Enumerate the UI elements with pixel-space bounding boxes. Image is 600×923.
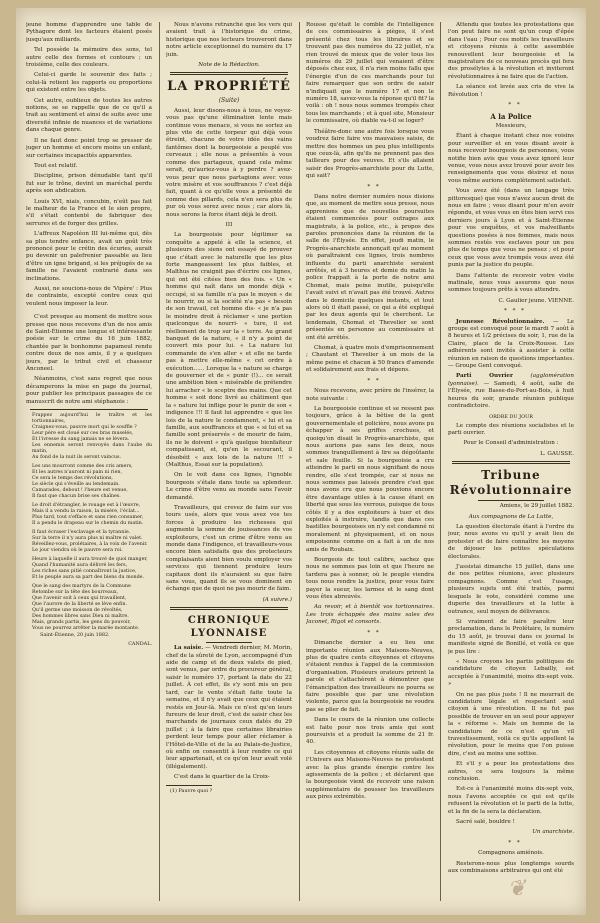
paragraph: La bourgeoisie pour légitimer sa conquête a appelé à elle la science, et plusieurs des siens ont essayé de prouver que c'était avec le naturelle que les plus forte mangeassent les plus faibles, et Malthus ne craignit pas d'écrire ces lignes, qui ont été citées bien des fois. « Un « homme qui naît dans un monde déjà « occupé, si sa famille n'a pas le moyen « de le nourrir, ou si la société n'a pas « besoin de son travail, cet homme dis- « je n'a pas le moindre droit à réclamer « une portion quelconque de nourri- « ture, il est réellement de trop sur la « terre. Au grand banquet de la nature, « il n'y a point de couvert mis pour lui. « La nature lui commande de s'en aller « et elle ne tarde pas à mettre elle-même « cet ordre à exécution...... Lorsque la « nature se charge de gouverner et de « punir (!)... ce serait une ambition bien « misérable de prétendre lui arracher « le sceptre des mains. Que cet homme « soit donc livré au châtiment que la « nature lui inflige pour le punir de son « indigence !!! Il faut lui apprendre « que les lois de la nature le condamnent, « lui et sa famille, aux souffrances et que « si lui et sa famille sont préservés « de mourir de faim, ils ne le doivent « qu'à quelque bienfaiteur compatissant, et, qu'en le secourant, il désobéit « aux lois de la nature !!! » (Malthus, Essai sur la population). xyxy=(166,232,292,468)
paragraph: On le voit dans ces lignes, l'ignoble bourgeois s'étale dans toute sa splendeur. Le crime d'être venu au monde sans l'avoir demandé. xyxy=(166,472,292,501)
paragraph: La bourgeoisie continue et se ressent pas toujours, grâce à la bêtise de la gent gouvernementale et policière, nous avons pu échapper à ses griffes crochues, et quoiqu'on disait le Progrès-anarchiste, que nous aurions pas sans les deux, nous sommes tranquillement à lire sa dégoûtante et sale feuille. Si la bourgeoisie a cru atteindre le parti en nous signifiant de nous rendre, elle s'est trompée, car si nous ne nous sommes pas laissés prendre c'est que nous avons cru que nous pouvions encore être davantage utiles à la cause étant en liberté que sous les verrous, puisque de tous côtés il y a des exploiteurs à tuer et des exploités à instruire, tandis que dans ces bastilles bourgeoises on n'y est condamné ni moralement ni physiquement, et on nous empoisonne comme on a fait à un de nos amis de Roubaix. xyxy=(306,405,434,553)
paragraph: L'affreux Napoléon III lui-même qui, dès sa plus tendre enfance, avait un goût très prononcé pour le crétin des écuries, aurait pu devenir un palefrenier passable au lieu d'être un igne brigand, si les préjugés de sa famille ne l'avaient contrarié dans ses inclinations. xyxy=(26,231,152,282)
poem-line: Heure à laquelle il aura trouvé de quoi manger, xyxy=(32,557,148,563)
signature-line: Pour le Conseil d'administration : xyxy=(463,440,559,447)
poem-line: Vous ne pourrez arrêter la marée montante. xyxy=(32,626,140,632)
poem-stanza xyxy=(32,413,152,461)
poem-line: Et les autres n'auront ni pain ni rien, xyxy=(32,470,123,476)
paragraph: La question électorale étant à l'ordre du jour, nous avons vu qu'il y avait lieu de protester et de faire connaître les moyens de déjouer les petites spéculations électorales. xyxy=(448,524,574,560)
ink-stamp: ❦ xyxy=(506,875,528,903)
paragraph: Dans l'attente de recevoir votre visite matinale, nous vous assurons que nous sommes toujours prêts à vous attendre. xyxy=(448,272,574,294)
poem-line: Les ennemis seront renvoyés dans l'aube du matin, xyxy=(32,443,152,455)
subheading-note: (agglomération lyonnaise). xyxy=(448,373,574,387)
divider xyxy=(170,607,288,610)
paragraph: Celui-ci garde le souvenir des faits ; celui-là retient les rapports ou proportions qui existent entre les objets. xyxy=(26,72,152,94)
separator: * * xyxy=(367,183,381,190)
paragraph: Resterons-nous plus longtemps sourds aux combinaisons arbitraires qui ont été xyxy=(448,860,574,875)
paragraph: Louis XVI, niais, concubin, n'eût pas fait le malheur de la France et le sien propre, s'il s'était contenté de fabriquer des serrures et de forger des grilles. xyxy=(26,198,152,227)
paragraph: Néanmoins, c'est sans regret que nous décamperons la mise en page du journal, pour publier les principaux passages de ce manuscrit de notre ami stéphanois : xyxy=(26,376,152,405)
column-2 xyxy=(166,22,292,905)
paragraph: Tel possède la mémoire des sons, tel autre celle des formes et contours ; un troisième, celle des couleurs. xyxy=(26,47,152,69)
paragraph: Au revoir, et à bientôt vos tortionnaires. Les trois échappés des mains sales des Jaconet, Rigot et consorts. xyxy=(306,604,434,626)
poem-line: Craignez-vous, pauvre mort qui le souffle ? xyxy=(32,425,137,431)
column-rule xyxy=(440,22,441,901)
subheading: Jeunesse Révolutionnaire. xyxy=(456,318,545,325)
poem-line: Le jour viendra où le pauvre sera roi. xyxy=(32,548,123,554)
poem-line: Le siècle qui s'éveille au lendemain. xyxy=(32,482,120,488)
column-rule xyxy=(159,22,160,901)
poem-line: Frappez aujourd'hui le traître et les tortionnaires, xyxy=(32,413,152,425)
to-be-continued: (A suivre.) xyxy=(262,596,292,603)
signature-name: CANDAL. xyxy=(128,641,152,648)
paragraph: C'est presque au moment de mettre sous presse que nous recevons d'un de nos amis de Saint-Étienne une longue et intéressante poésie sur le crime du 16 juin 1882, chantée par le bonhomme papameul rendu contre deux de nos amis, il y a quelques jours, par le tribut civil et chasseur Anconeel. xyxy=(26,314,152,373)
paragraph: — Vendredi dernier, M. Morin, chef de la sûreté de Lyon, accompagné d'un aide de camp et de deux valets de pied, sont venus, par ordre du procureur général, saisir le numéro 17, portant la date du 22 juillet. À cet effet, ils s'y sont mis un peu tard, car le vente s'était faite toute la semaine, et il n'y avait que ceux qui étaient restés en Jour-là. Mais ce n'est qu'en leurs fureurs de leur droit, c'est de saisir chez les marchands de journaux ceux datés du 29 juillet ; à la faire que certaines librairies perdent leur temps pour aller réclamer à l'Hôtel-de-Ville et de la au Palais-de-Justice, où enfin on consentit à leur rendre ce qui leur appartenait, et ce qu'on leur avait volé (illégalement). xyxy=(166,645,292,770)
poem-line: Les uns mourront comme des cris amers, xyxy=(32,464,133,470)
poem-line: Le droit d'étrangler, le rouage est à l'œuvre, xyxy=(32,503,141,509)
poem-line: Que l'aurore de la liberté se lève enfin. xyxy=(32,602,127,608)
poem-line: Réveillez-vous, prolétaires, à la voix de l'avenir. xyxy=(32,542,148,548)
separator: * * * xyxy=(504,308,526,315)
paragraph: Dimanche dernier a eu lieu une importante réunion aux Maisons-Neuves, plus de quatre cents citoyennes et citoyens s'étaient rendus à l'appel de la commission d'organisation. Plusieurs orateurs prirent la parole et s'attachèrent à démontrer que l'émancipation des travailleurs ne pourra se faire possible que par une révolution violente, parce que la bourgeoisie ne voudra pas se plier de fait. xyxy=(306,640,434,713)
separator: * * xyxy=(367,629,381,636)
poem-line: Retombe sur la tête des bourreaux, xyxy=(32,590,119,596)
separator: * * xyxy=(508,102,522,109)
paragraph: Bourgeois de tout calibre, sachez que nous ne sommes pas loin et que l'heure ne tardera pas à sonner, où le peuple viendra tous nous rendre la justice, pour vous faire payer la sueur, les larmes et le sang dont vous êtes abreuvés. xyxy=(306,557,434,601)
poem-line: Quand l'humanité aura délivré les fers, xyxy=(32,563,128,569)
paragraph: On ne pas plus juste ! Il ne mourrait de candidature légale et respectant seul citoyen à une révolution. Il ne fut pas possible de trouver en un seul pour appuyer la « réforme ». Mais un homme de la candidature de ce n'est qu'un vil travestissement, voilà ce qu'ils appellent la révolution, pour le moins que l'on puisse dire, c'est au moins une sottise. xyxy=(448,691,574,757)
paragraph: Les citoyennes et citoyens réunis salle de l'Univers aux Maisons-Neuves ne protestent avec la plus grande énergie contre les agissements de la police ; et déclarent que la bourgeoisie vient de recevoir une raison supplémentaire de pousser les travailleurs aux pires extrémités. xyxy=(306,749,434,801)
paragraph: Travailleurs, qui crevez de faim sur vos tours usés, alors que vous avez vos tes forces à produire les richesses qui augmente la somme de jouissances de vos exploiteurs, c'est un crime d'être venu au monde dans l'indigence, et travailleurs-vous encore bien satisfaits que des protecteurs complaisants aient bien voulu employer vos services qui tiennent produire leurs capitaux dont ils n'auraient su que faire sans vous, quand ils se vous dominent en échange que de quoi ne pas mourir de faim. xyxy=(166,504,292,593)
poem-line: Et le peuple aura sa part des biens du monde. xyxy=(32,575,145,581)
paragraph: — Le groupe est convoqué pour le mardi 7 août à 8 heures et 1/2 précises du soir, 1, rue de la Claire, place de la Croix-Rousse. Les adhérents sont invités à assister à cette réunion en raison de questions importantes. — Groupe Gent convoqué. xyxy=(448,318,574,370)
poem-line: Ce sera le temps des révolutions, xyxy=(32,476,113,482)
poem-line: Camarades, debout ! l'heure est venue, xyxy=(32,488,128,494)
paragraph: Nous recevons, avec prière de l'insérer, la note suivante : xyxy=(306,388,434,402)
paragraph: Si vraiment de faire paraître leur proclamation, dans le Prolétaire, le numéro du 15 août, je trouvai dans ce journal le manifeste signé de Bonillé, et voilà ce que je pus lire : xyxy=(448,618,574,655)
paragraph: Étant à chaque instant chez nos voisins pour surveiller et en vous disant avoir à nous recevoir bourgeois de personnes, vous notifie bien avis que vous avez ignoré leur venue, vous nous avez trouvé pour avoir les renseignements que vous désirez et nous vous même aurions complètement satisfait. xyxy=(448,133,574,184)
divider xyxy=(30,409,148,410)
poem-line: Plus tard, tout s'efface et sans rien consumer, xyxy=(32,515,144,521)
footnote: (1) Pauvre quoi ? xyxy=(170,787,213,794)
paragraph: — Samedi, 4 août, salle de l'Élysée, rue Basse-du-Port-au-Bois, à huit heures du soir, grande réunion publique contradictoire. xyxy=(448,380,574,410)
paragraph: jeune homme d'apprendre une table de Pythagore dont les facteurs étaient posés jusqu'aux milliards. xyxy=(26,22,152,43)
column-rule xyxy=(299,22,300,901)
signature: C. Gaulier jeune. VIENNE. xyxy=(498,297,574,304)
paragraph: Il ne faut donc point trop se presser de juger un homme et encore moins un enfant, sur certaines incapacités apparentes. xyxy=(26,137,152,159)
divider xyxy=(170,72,288,75)
signature-name: L. GAUSSE. xyxy=(540,450,574,457)
poem-line: Leur père est cloué sur ces bras muselés, xyxy=(32,431,134,437)
poem-line: Mais, grands partis, les gens du pouvoir, xyxy=(32,620,131,626)
divider xyxy=(166,785,212,786)
editor-note: Nous n'avons retranché que les vers qui avaient trait à l'historique du crime, historique que nos lecteurs trouveront dans notre article exceptionnel du numéro du 17 juin. xyxy=(166,22,292,58)
poem-line: Qu'il germe une moisson de révoltés, xyxy=(32,608,123,614)
newspaper-page xyxy=(16,8,586,915)
paragraph: Discipline, prison dénudable tant qu'il fut sur le trône, devint un maréchal perdu après son abdication. xyxy=(26,173,152,195)
divider xyxy=(478,500,544,501)
column-1 xyxy=(26,22,152,905)
paragraph: Sacré salé, bouldre ! xyxy=(456,819,515,826)
subheading: Compagnons amiénois. xyxy=(478,850,544,857)
poem-stanza xyxy=(32,584,152,632)
salutation: Aux compagnons de La Lutte, xyxy=(468,513,554,520)
dateline: Amiens, le 29 juillet 1882. xyxy=(499,503,574,510)
article-title: LA PROPRIÉTÉ xyxy=(167,79,291,95)
paragraph: « Nous croyons les partis politiques de candidature de citoyen Lebailly, est acceptée à l'unanimité, moins dix-sept voix. » xyxy=(448,658,574,688)
subheading: La saisie. xyxy=(174,645,204,652)
poem-line: Que le sang des martyrs de la Commune xyxy=(32,584,131,590)
article-subtitle: (Suite) xyxy=(218,97,240,105)
poem-stanza xyxy=(32,557,152,581)
paragraph: Vous avez été (dans un langage très pittoresque) que vous n'avez aucun droit de nous en faire ; vous disant pour m'en avoir répondu, et vous vous en êtes bien servi ces derniers jours à Lyon et à Saint-Étienne pour vos enquêtes, et vos malveillants questions posées à nos femmes, mais nous sommes restés vos esclaves pour un peu plus de temps que vous ne pensez ; et pour ceux que vous avez trompés vous avez été punis par la justice du peuple. xyxy=(448,188,574,269)
column-3 xyxy=(306,22,434,905)
salutation: Messieurs, xyxy=(495,122,527,129)
paragraph: Est-ce à l'unanimité moins dix-sept voix, nous l'avons acceptée ce qui est qu'ils refusent la révolution et le parti de la lutte, et la fin de la sera la déclaration. xyxy=(448,786,574,815)
section-title: Tribune Révolutionnaire xyxy=(449,468,573,498)
paragraph: Cet autre, oublieux de toutes les autres notions, se se rappelle que de ce qu'il a trait au sentiment et ainsi de suite avec une diversité infinie de nuances et de variations dans chaque genre. xyxy=(26,97,152,134)
editor-note-signature: Note de la Rédaction. xyxy=(198,62,260,69)
poem-line: Et l'ivresse du sang jamais ne se lèvera. xyxy=(32,437,130,443)
paragraph: La séance est levée aux cris de vive la Révolution ! xyxy=(448,84,574,98)
column-4 xyxy=(448,22,574,905)
poem-stanza xyxy=(32,503,152,527)
paragraph: C'est dans le quartier de la Croix- xyxy=(174,774,270,781)
poem-line: Il faut que chacun brise ses chaînes. xyxy=(32,494,121,500)
paragraph: Tout est relatif. xyxy=(34,162,78,169)
poem-line: Des hommes libres sans Dieu ni maître. xyxy=(32,614,129,620)
poem-stanza xyxy=(32,464,152,500)
paragraph: Le compte des réunions socialistes et le parti ouvrier. xyxy=(448,422,574,436)
poem-stanza xyxy=(32,530,152,554)
poem-line: Il faut écraser l'esclavage et la tyrannie. xyxy=(32,530,131,536)
divider xyxy=(452,461,570,464)
poem-line: Il a pendu le drapeau sur le chemin du matin. xyxy=(32,521,144,527)
section-title: A la Police xyxy=(490,112,532,122)
paragraph: J'assistai dimanche 15 juillet, dans une de nos petites réunions, avec plusieurs compagnons. Comme c'est l'usage, plusieurs sujets ont été traités, parmi lesquels le vote, considéré comme une duperie des travailleurs et la lutte à outrance, seul moyen de délivrance. xyxy=(448,564,574,615)
paragraph: Chomat, à quatre mois d'emprisonnement ; Chautant et Thevelier à un mois de la même peine et chacun à 50 francs d'amende et solidairement aux frais et dépens. xyxy=(306,345,434,374)
signature: Un anarchiste. xyxy=(532,829,574,836)
paragraph: Aussi, ne soucions-nous de 'Vipère' : Plus de contrainte, excepté contre ceux qui veulent nous imposer la leur. xyxy=(26,286,152,307)
poem-line: Au fond de la nuit ils seront vaincus. xyxy=(32,455,121,461)
paragraph: Attendu que toutes les protestations que l'on peut faire ne sont qu'un coup d'épée dans l'eau ; Pour ces motifs les travailleurs et citoyens réunis à cette assemblée renouvellent leur bourgeoisie et la magistrature de ce nouveau procès qui fera des prosélytes à la révolution et inviteront révolutionnaires à ne faire que de l'action. xyxy=(448,22,574,80)
paragraph: Aussi, leur disons-nous à tous, ne voyez-vous pas qu'une élimination lente mais continue vous menace, si vous ne sortez au plus vite de cette torpeur qui déjà vous étreint, chacune de votre idée des vains fantômes dont la bourgeoisie a peuplé vos cerveaux ; elle nous a présentés à vous comme des partageux, quand cela même serait, qu'auriez-vous à y perdre ? avez-vous peur que nous partagions avec vous votre misère et vos souffrances ? c'est déjà fait, quant à ce qu'elle vous a présenté de comme des pillards, cela n'en sera plus de pur où vous serez avec nous ; car alors là, nous serons la force étant déjà le droit. xyxy=(166,107,292,218)
paragraph: Théâtre-donc une autre fois lorsque vous voudrez faire faire vos mauvaises saisie, de mettre des hommes un peu plus intelligents que ceux-là, afin qu'ils ne prennent pas des tailleurs pour des veuves. Et s'ils allaient saisir des Progrès-anarchiste pour du Lutte, qui sait? xyxy=(306,128,434,180)
poem-line: Mais il a vendu la raison, la misère, l'éclat... xyxy=(32,509,140,515)
paragraph: Dans notre dernier numéro nous disions que, au moment de mettre sous presse, nous apprenions que de nouvelles poursuites étaient commencées pour outrages aux magistrats, à la police, etc., à propos des paroles prononcées dans la réunion de la salle de l'Élysée. En effet, jeudi matin, le Progrès-anarchiste annonçait qu'au moment où paraîtraient ces lignes, trois nombres influents du parti anarchiste seraient arrêtés, et à 3 heures et demie du matin la police frappait à la porte de notre ami Chomat, mais peine inutile, puisqu'elle l'avait suivi et n'avait pas été trouvé. Autres dans le domicile quelques instants, et tout alors où il était passé, ce qui a été expliqué par les deux agents qui le cherchent. Le lendemain, Chomat et Thevelier se sont présentés en personne au commissaire et ont été arrêtés. xyxy=(306,193,434,341)
separator: * * xyxy=(508,839,522,846)
separator: * * xyxy=(367,377,381,384)
paragraph: Dans le cours de la réunion une collecte est faite pour nos trois amis qui sont poursuivis et a produit la somme de 21 fr. 40. xyxy=(306,717,434,746)
poem-line: Que l'avenir soit à ceux qui travaillent, xyxy=(32,596,127,602)
poem-line: Les riches sans pitié connaîtront la justice, xyxy=(32,569,137,575)
section-title: CHRONIQUE LYONNAISE xyxy=(187,615,271,640)
paragraph: Rousse qu'était le comble de l'intelligence de ces commissaires à pièges, il s'est présenté chez tous les libraires et se trouvant pas des numéros du 22 juillet, n'a rien trouvé de mieux que de voler tous les numéros du 29 juillet qui venaient d'être déposés chez eux, il n'a rien moins fallu que l'énergie d'un de ces marchands pour lui faire remarquer que son ordre de saisir n'indiquait que le numéro 17 et non le numéro 18, savez-vous la réponse qu'il fit? la voilà : oh ! nous nous sommes trompés chez tous les marchands ; et à quel site, Monsieur le commissaire, où diable va-t-il se loger? xyxy=(306,22,434,125)
signature-place: Saint-Étienne, 20 juin 1882. xyxy=(40,632,110,639)
paragraph: Et s'il y a pour les protestations des autres, ce sera toujours la même conclusion. xyxy=(448,761,574,783)
divider xyxy=(206,642,252,643)
section-number: III xyxy=(225,221,233,228)
poem-line: Sur la terre il n'y aura plus ni maître ni valet. xyxy=(32,536,143,542)
agenda-title: ORDRE DU JOUR xyxy=(489,413,533,420)
subheading: Parti Ouvrier xyxy=(456,373,513,380)
